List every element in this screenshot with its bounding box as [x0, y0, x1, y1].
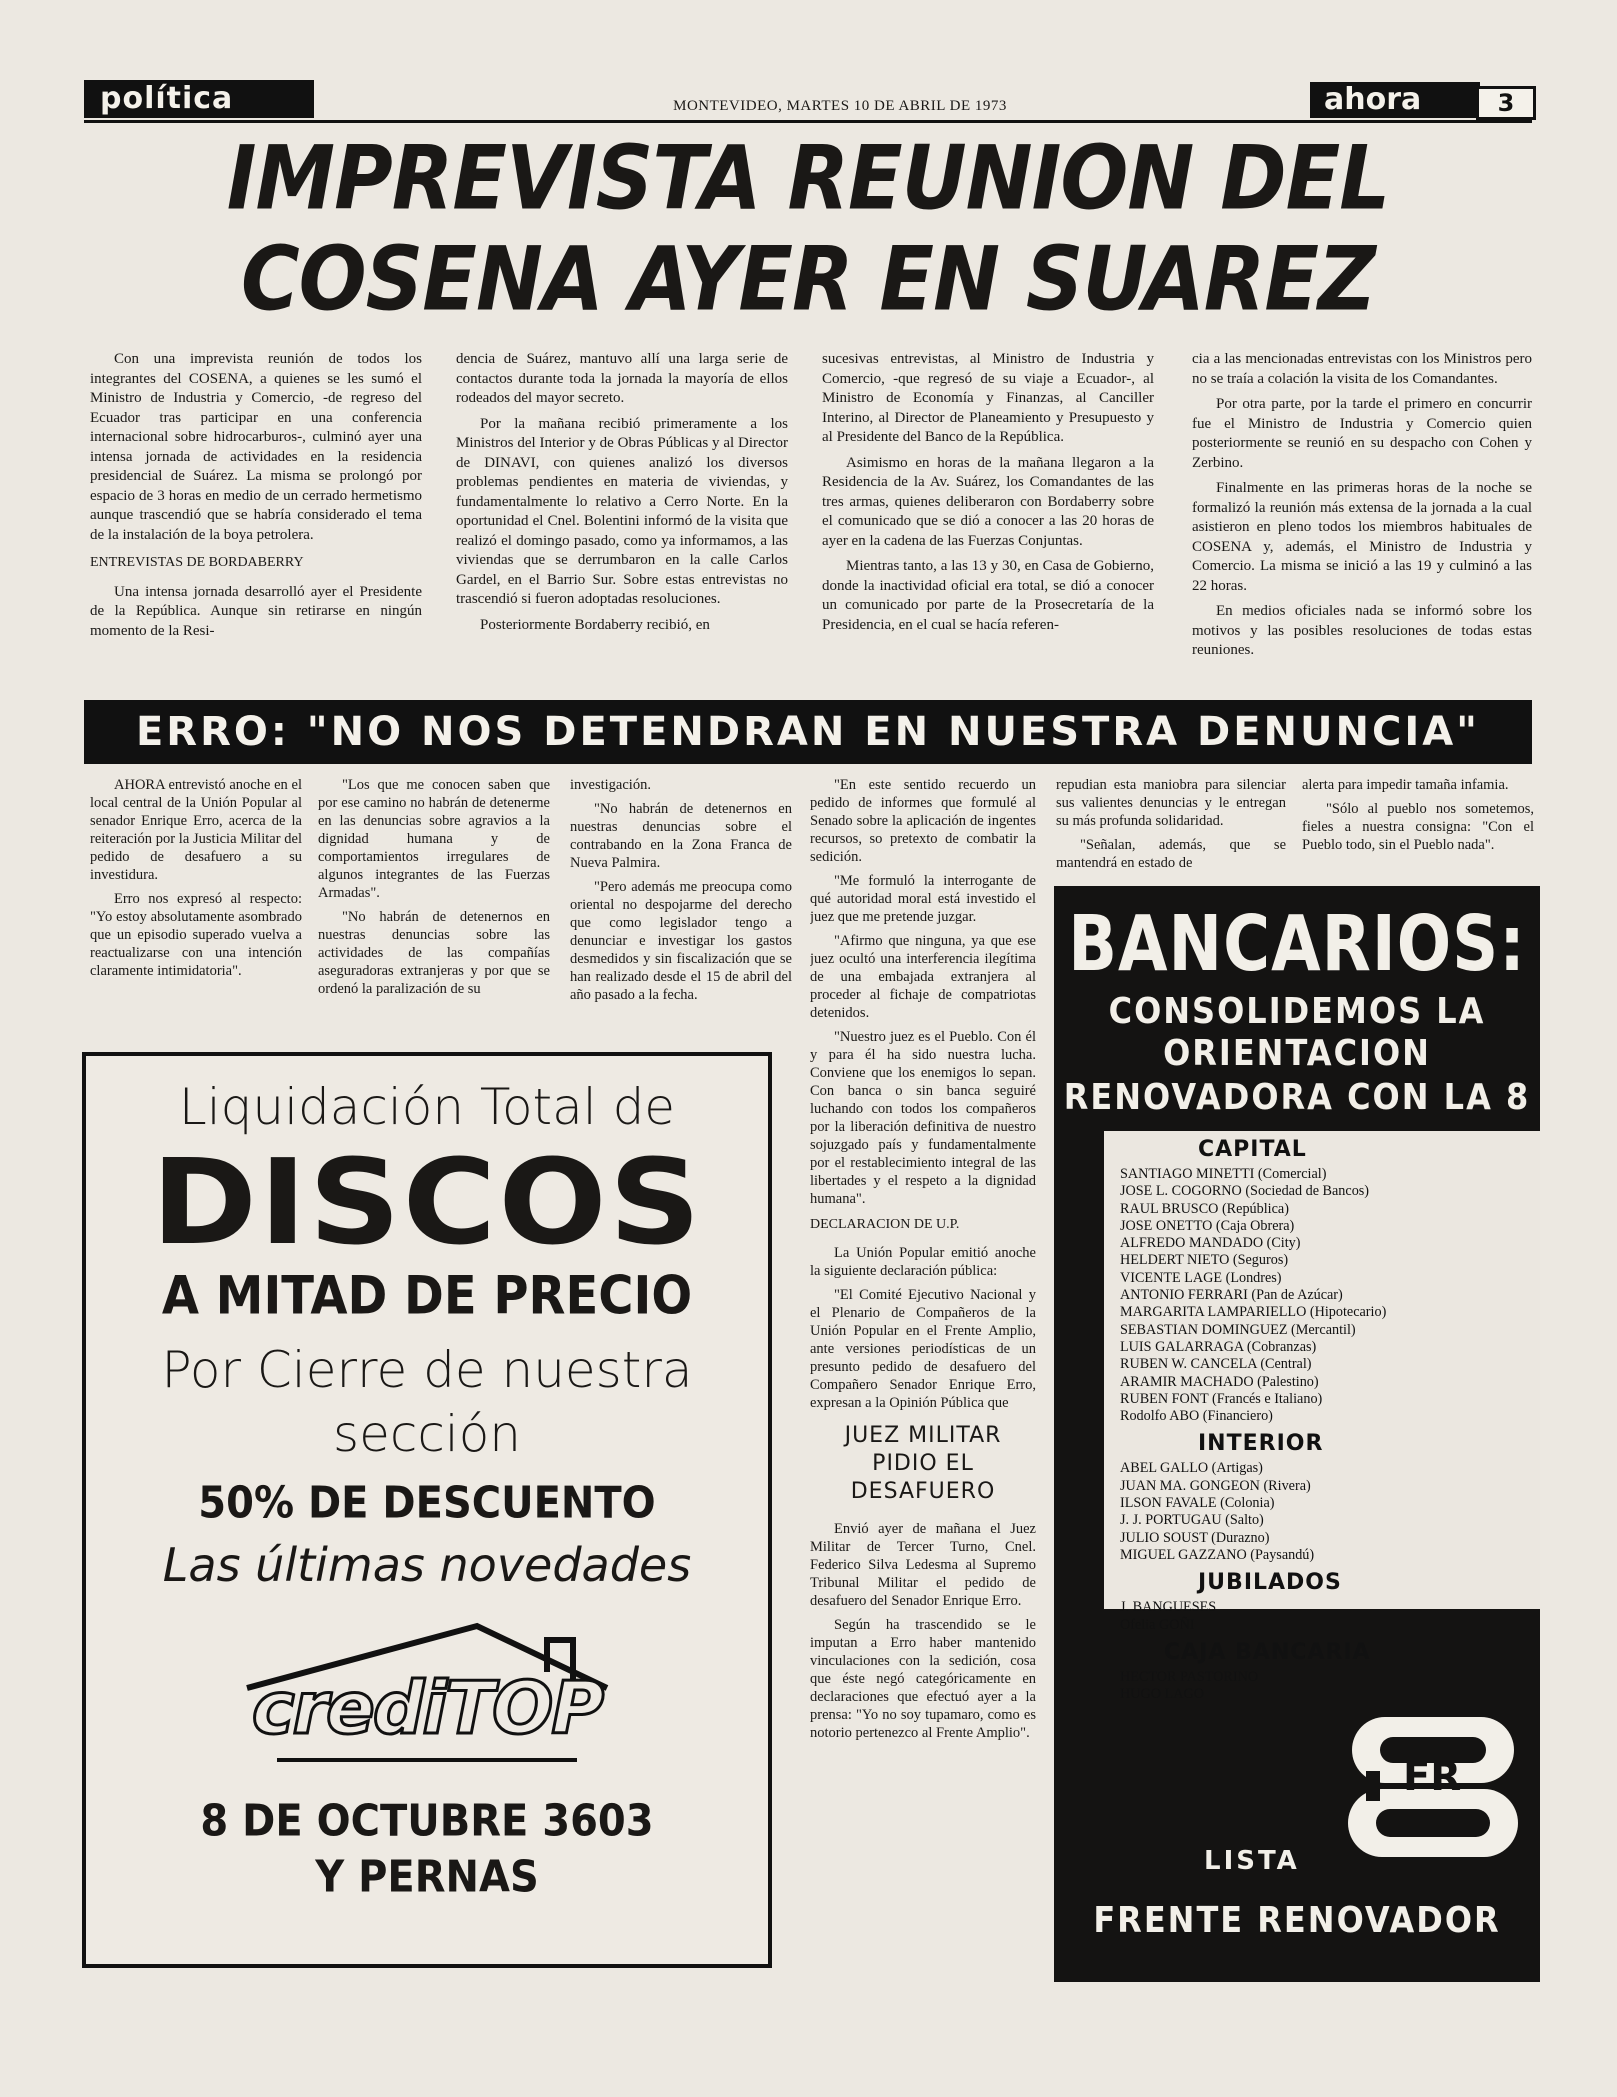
story1-column-2: [456, 350, 788, 690]
paragraph: "Pero además me preocupa como oriental no despojarme del derecho que como legislador tengo a denunciar e investigar los gastos desmedidos y sin fiscalización que se han realizado desde el 15 de abril del año pasado a la fecha.: [570, 879, 792, 1003]
paragraph: cia a las mencionadas entrevistas con los Ministros pero no se traía a colación la visita de los Comandantes.: [1192, 351, 1532, 387]
juez-militar-headline: [810, 1422, 1036, 1506]
story2-column-1: [90, 776, 302, 1038]
paragraph: "Afirmo que ninguna, ya que ese juez ocultó una interferencia ilegítima de una embajada extranjera al proceder al fichaje de compatriotas detenidos.: [810, 933, 1036, 1021]
ad-line-part: Por Cierre de nuestra: [161, 1341, 693, 1399]
list-item: Rodolfo ABO (Financiero): [1120, 1408, 1273, 1425]
list-item: ALFREDO MANDADO (City): [1120, 1235, 1301, 1252]
list-item: LUIS GALARRAGA (Cobranzas): [1120, 1338, 1317, 1355]
ad-line: [86, 1338, 768, 1466]
paragraph: "No habrán de detenernos en nuestras denuncias sobre las actividades de las compañías aseguradoras extranjeras y por que se ordenó la paralización de su: [318, 909, 550, 997]
list-item: JOSE ONETTO (Caja Obrera): [1120, 1217, 1295, 1234]
story2-column-5: [1056, 776, 1286, 880]
paragraph: repudian esta maniobra para silenciar sus valientes denuncias y le entregan su más profunda solidaridad.: [1056, 777, 1286, 829]
list-item: ABEL GALLO (Artigas): [1120, 1460, 1263, 1477]
list-heading: CAJA BANCARIA: [1164, 1639, 1371, 1665]
paragraph: "Los que me conocen saben que por ese camino no habrán de detenerme en las denuncias sobre agravios a la dignidad humana y de comportamientos irregulares de algunos integrantes de las Fuerzas Armadas".: [318, 777, 550, 901]
list-item: ARAMIR MACHADO (Palestino): [1120, 1373, 1319, 1390]
paragraph: "El Comité Ejecutivo Nacional y el Plenario de Compañeros de la Unión Popular en el Frente Amplio, ante versiones periodísticas de un presunto pedido de desafuero del Compañero Senador Enrique Erro, expresan a la Opinión Pública que: [810, 1287, 1036, 1411]
bancarios-advertisement: [1054, 886, 1540, 1982]
paragraph: La Unión Popular emitió anoche la siguiente declaración pública:: [810, 1245, 1036, 1279]
ad-footer: FRENTE RENOVADOR: [1093, 1899, 1501, 1941]
paragraph: "Sólo al pueblo nos sometemos, fieles a nuestra consigna: "Con el Pueblo todo, sin el Pueblo nada".: [1302, 801, 1534, 853]
list-item: ANTONIO FERRARI (Pan de Azúcar): [1120, 1287, 1343, 1304]
list-item: Ofelia GOÑI: [1120, 1616, 1195, 1633]
list-item: SANTIAGO MINETTI (Comercial): [1120, 1166, 1327, 1182]
list-item: SEBASTIAN DOMINGUEZ (Mercantil): [1120, 1321, 1356, 1338]
paragraph: Asimismo en horas de la mañana llegaron a la Residencia de la Av. Suárez, los Comandantes de las tres armas, quienes deliberaron con Bordaberry sobre el comunicado que se dió a conocer a las 20 horas de ayer en la cadena de las Fuerzas Conjuntas.: [822, 454, 1154, 549]
main-headline: [84, 128, 1532, 330]
list-item: JULIO SOUST (Durazno): [1120, 1529, 1270, 1546]
subhead: DECLARACION DE U.P.: [810, 1217, 960, 1232]
paragraph: Según ha trascendido se le imputan a Erro haber mantenido vinculaciones con la sedición, cosa que éste negó categóricamente en declaraciones que efectuó ayer a la prensa: "Yo no soy tupamaro, como es notorio pertenezco al Frente Amplio".: [810, 1617, 1036, 1741]
ad-headline: DISCOS: [151, 1133, 703, 1271]
ad-address: 8 DE OCTUBRE 3603: [200, 1795, 654, 1847]
ad-line: Las últimas novedades: [162, 1538, 692, 1592]
creditop-logo: [217, 1618, 637, 1768]
ad-line: A MITAD DE PRECIO: [161, 1265, 693, 1327]
story2-column-2: [318, 776, 550, 1038]
paragraph: Erro nos expresó al respecto: "Yo estoy absolutamente asombrado que un episodio superado vuelva a reactualizarse con una intención claramente intimidatoria".: [90, 891, 302, 979]
list-heading: CAPITAL: [1198, 1137, 1307, 1162]
ad-line: RENOVADORA CON LA 8: [1063, 1076, 1531, 1118]
paragraph: "No habrán de detenernos en nuestras denuncias sobre el contrabando en la Zona Franca de Nueva Palmira.: [570, 801, 792, 871]
story1-column-3: [822, 350, 1154, 690]
paragraph: "Nuestro juez es el Pueblo. Con él y para él ha sido nuestra lucha. Conviene que los enemigos lo sepan. Con banca o sin banca seguiré luchando con todos los compañeros por la liberación definitiva de nuestro sojuzgado país y fundamentalmente por el restablecimiento integral de las libertades y el respeto a la dignidad humana".: [810, 1029, 1036, 1207]
list-item: RUBEN FONT (Francés e Italiano): [1120, 1390, 1323, 1407]
headline-line: JUEZ MILITAR: [844, 1423, 1002, 1448]
list-item: HECTOR PASTORINO: [1120, 1668, 1259, 1685]
ad-line: CONSOLIDEMOS LA: [1108, 990, 1486, 1032]
candidate-list-panel: [1104, 1131, 1540, 1703]
story2-column-6: [1302, 776, 1534, 880]
creditop-logo-text: crediTOP: [251, 1666, 603, 1750]
newspaper-brand: ahora: [1310, 82, 1480, 118]
paragraph: sucesivas entrevistas, al Ministro de Industria y Comercio, -que regresó de su viaje a Ecuador-, al Ministro de Economía y Finanzas, al Canciller Interino, al Director de Planeamiento y Presupuesto y al Presidente del Banco de la República.: [822, 351, 1154, 445]
dateline: MONTEVIDEO, MARTES 10 DE ABRIL DE 1973: [673, 98, 1007, 114]
list-item: J. J. PORTUGAU (Salto): [1120, 1512, 1264, 1529]
section-label: política: [84, 80, 314, 118]
paragraph: "En este sentido recuerdo un pedido de informes que formulé al Senado sobre la aplicación de ingentes recursos, so pretexto de combatir la sedición.: [810, 777, 1036, 865]
ad-line-part: sección: [333, 1405, 521, 1463]
discos-advertisement: [82, 1052, 772, 1968]
paragraph: Posteriormente Bordaberry recibió, en: [480, 616, 710, 633]
list-item: HUGO LAGO: [1120, 1686, 1204, 1703]
list-item: VICENTE LAGE (Londres): [1120, 1269, 1282, 1286]
paragraph: Con una imprevista reunión de todos los integrantes del COSENA, a quienes se les sumó el Ministro de Industria y Comercio, -de regreso del Ecuador tras participar en una conferencia internacional sobre hidrocarburos-, culminó ayer una intensa jornada de actividades en la residencia presidencial de Suárez. La misma se prolongó por espacio de 3 horas en medio de un cerrado hermetismo aunque trascendió que se habría considerado el tema de la instalación de la boya petrolera.: [90, 351, 422, 543]
paragraph: "Señalan, además, que se mantendrá en estado de: [1056, 837, 1286, 871]
list-heading: JUBILADOS: [1198, 1570, 1342, 1596]
story1-column-1: [90, 350, 422, 690]
ad-address: Y PERNAS: [315, 1851, 539, 1903]
headline-line: PIDIO EL: [872, 1451, 974, 1476]
paragraph: AHORA entrevistó anoche en el local central de la Unión Popular al senador Enrique Erro, acerca de la reiteración por la Justicia Militar del pedido de desafuero a su investidura.: [90, 777, 302, 883]
paragraph: dencia de Suárez, mantuvo allí una larga serie de contactos durante toda la jornada la mayoría de ellos rodeados del mayor secreto.: [456, 351, 788, 406]
subhead: ENTREVISTAS DE BORDABERRY: [90, 555, 304, 570]
list-heading: INTERIOR: [1198, 1431, 1324, 1457]
emblem-letters: FR: [1402, 1754, 1462, 1800]
paragraph: Por otra parte, por la tarde el primero en concurrir fue el Ministro de Industria y Comercio quien posteriormente se reunió en su despacho con Cohen y Zerbino.: [1192, 396, 1532, 471]
ad-line: ORIENTACION: [1163, 1032, 1431, 1074]
paragraph: Una intensa jornada desarrolló ayer el Presidente de la República. Aunque sin retirarse en ningún momento de la Resi-: [90, 583, 422, 639]
ad-line: 50% DE DESCUENTO: [198, 1477, 656, 1529]
story2-column-4: [810, 776, 1036, 1988]
list-item: JUAN MA. GONGEON (Rivera): [1120, 1477, 1311, 1494]
list-item: JOSE L. COGORNO (Sociedad de Bancos): [1120, 1183, 1370, 1200]
ad-title: BANCARIOS:: [1068, 900, 1526, 990]
headline-line: DESAFUERO: [850, 1479, 996, 1504]
headline-line-2: COSENA AYER EN SUAREZ: [240, 228, 1376, 331]
lista-label: LISTA: [1204, 1846, 1300, 1876]
story2-column-3: [570, 776, 792, 1038]
headline-line-1: IMPREVISTA REUNION DEL: [226, 126, 1390, 230]
list-item: RUBEN W. CANCELA (Central): [1120, 1356, 1312, 1373]
list-item: MARGARITA LAMPARIELLO (Hipotecario): [1120, 1304, 1387, 1321]
paragraph: "Me formuló la interrogante de qué autoridad moral está investido el juez que me pretende juzgar.: [810, 873, 1036, 925]
paragraph: alerta para impedir tamaña infamia.: [1302, 777, 1509, 793]
ad-line: Liquidación Total de: [178, 1078, 676, 1136]
erro-banner-headline: ERRO: "NO NOS DETENDRAN EN NUESTRA DENUNCIA": [84, 700, 1532, 764]
paragraph: Por la mañana recibió primeramente a los Ministros del Interior y de Obras Públicas y al Director de DINAVI, con quienes analizó los diversos problemas pendientes en materia de viviendas, y fundamentalmente lo relativo a Cerro Norte. En la oportunidad el Cnel. Bolentini informó de la visita que realizó el domingo pasado, como ya informamos, a las viviendas que se derrumbaron en la calle Carlos Gardel, en el Barrio Sur. Sobre estas entrevistas no trascendió si fueron adoptadas resoluciones.: [456, 415, 788, 607]
top-rule: [84, 120, 1532, 123]
list-item: ILSON FAVALE (Colonia): [1120, 1495, 1275, 1512]
list-item: RAUL BRUSCO (República): [1120, 1200, 1289, 1217]
list-item: MIGUEL GAZZANO (Paysandú): [1120, 1546, 1315, 1563]
paragraph: Finalmente en las primeras horas de la noche se formalizó la reunión más extensa de la jornada a la cual asistieron en pleno todos los miembros habituales de COSENA y, además, el Ministro de Industria y Comercio. La misma se inició a las 19 y culminó a las 22 horas.: [1192, 480, 1532, 594]
paragraph: Mientras tanto, a las 13 y 30, en Casa de Gobierno, donde la inactividad oficial era total, se dió a conocer un comunicado por parte de la Prosecretaría de la Presidencia, en el cual se hacía referen-: [822, 558, 1154, 633]
list-item: HELDERT NIETO (Seguros): [1120, 1252, 1289, 1269]
list-item: J. BANGUESES: [1120, 1599, 1217, 1616]
page-number: 3: [1476, 86, 1536, 120]
paragraph: Envió ayer de mañana el Juez Militar de Tercer Turno, Cnel. Federico Silva Ledesma al Supremo Tribunal Militar el pedido de desafuero del Senador Enrique Erro.: [810, 1521, 1036, 1609]
story1-column-4: [1192, 350, 1532, 690]
paragraph: investigación.: [570, 777, 651, 793]
paragraph: En medios oficiales nada se informó sobre los motivos y las posibles resoluciones de todas estas reuniones.: [1192, 603, 1532, 658]
